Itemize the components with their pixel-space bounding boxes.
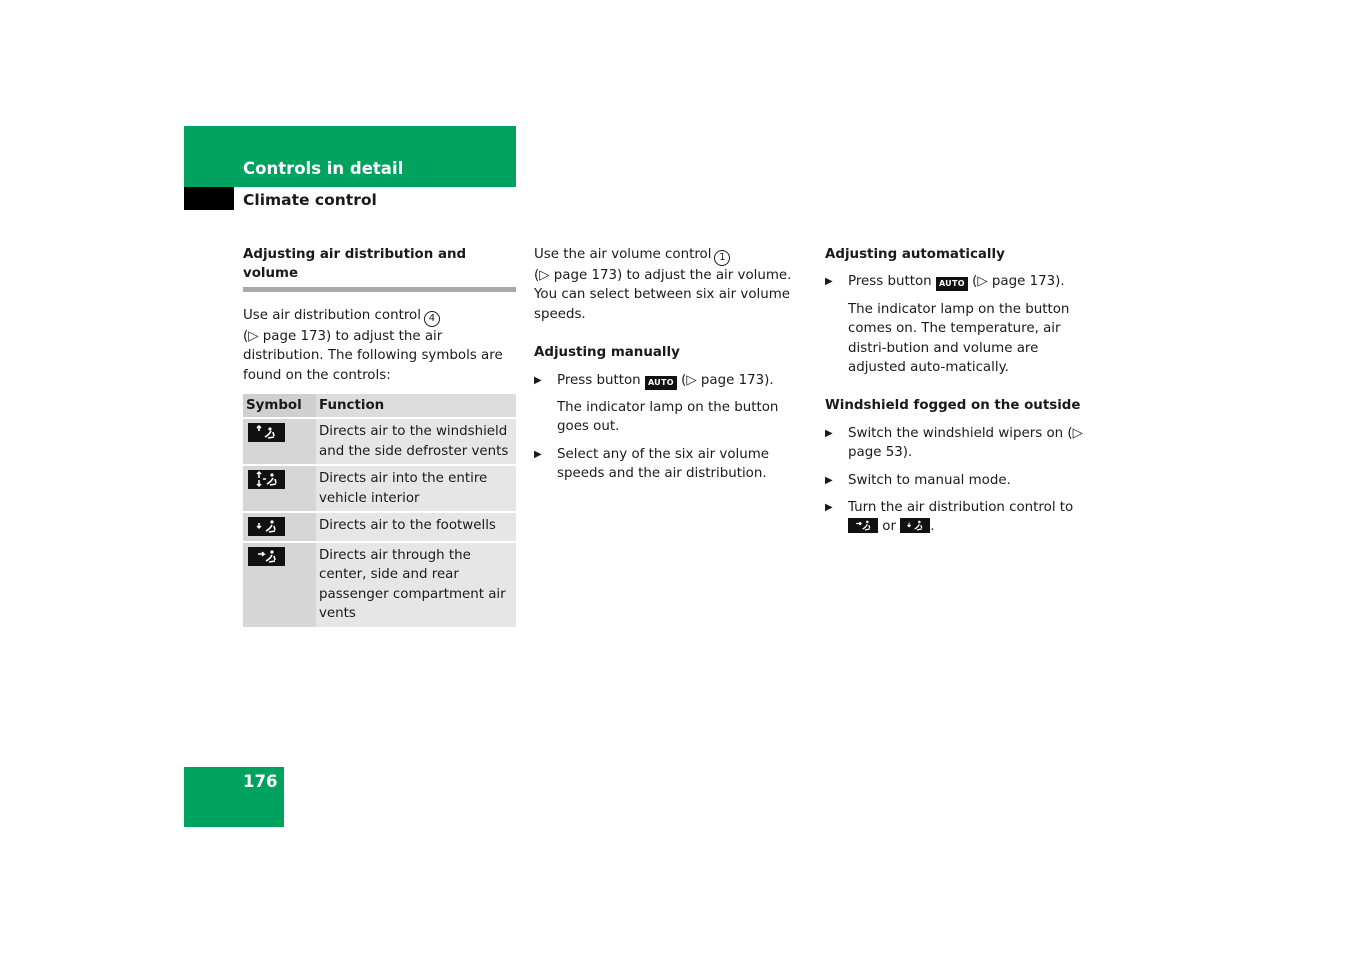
column-left [243,245,516,627]
bullet-arrow-icon: ▶ [534,374,542,386]
callout-marker: 4 [424,311,440,327]
paragraph-air-volume: Use the air volume control 1 (▷ page 173) to adjust the air volume. You can select between six air volume speeds. [534,247,792,322]
page-title: Climate control [243,191,377,209]
table-header-function: Function [316,394,516,418]
table-row: Directs air to the windshield and the side defroster vents [243,418,516,465]
heading-adjusting-manually: Adjusting manually [534,345,680,361]
symbol-table [243,394,516,627]
column-right [825,245,1100,537]
auto-button-symbol: AUTO [936,277,968,291]
center-vents-icon [848,518,878,533]
step-item: ▶ Select any of the six air volume speeds and the air distribution. [534,446,770,482]
table-row: Directs air through the center, side and rear passenger compartment air vents [243,542,516,627]
windshield-defrost-icon [248,423,285,442]
table-row: Directs air into the entire vehicle interior [243,465,516,512]
bullet-arrow-icon: ▶ [534,448,542,460]
heading-air-distribution: Adjusting air distribution and volume [243,245,516,292]
center-vents-icon [248,547,285,566]
footwell-icon [248,517,285,536]
heading-windshield-fogged: Windshield fogged on the outside [825,398,1081,414]
step-note: The indicator lamp on the button goes out. [557,400,779,435]
step-note: The indicator lamp on the button comes on. The temperature, air distri-bution and volume are adjusted auto-matically. [848,301,1070,376]
callout-marker: 1 [714,250,730,266]
column-middle [534,245,809,484]
step-item: ▶ Press button AUTO (▷ page 173). [825,272,1100,291]
step-item: ▶ Turn the air distribution control to or . [825,500,1074,535]
section-title: Controls in detail [243,159,404,178]
bullet-arrow-icon: ▶ [825,502,833,514]
table-row: Directs air to the footwells [243,512,516,542]
step-item: ▶ Switch to manual mode. [825,471,1100,490]
auto-button-symbol: AUTO [645,376,677,390]
table-header-symbol: Symbol [243,394,316,418]
bullet-arrow-icon: ▶ [825,427,833,439]
page-number: 176 [243,772,278,791]
bullet-arrow-icon: ▶ [825,474,833,486]
section-tab-marker [184,187,234,210]
step-item: ▶ Switch the windshield wipers on (▷ page 53). [825,425,1083,461]
entire-interior-icon [248,470,285,489]
paragraph-intro: Use air distribution control 4 (▷ page 173) to adjust the air distribution. The following symbols are found on the controls: [243,307,503,383]
heading-adjusting-automatically: Adjusting automatically [825,247,1005,262]
bullet-arrow-icon: ▶ [825,276,833,288]
footwell-icon [900,518,930,533]
step-item: ▶ Press button AUTO (▷ page 173). [534,371,809,390]
